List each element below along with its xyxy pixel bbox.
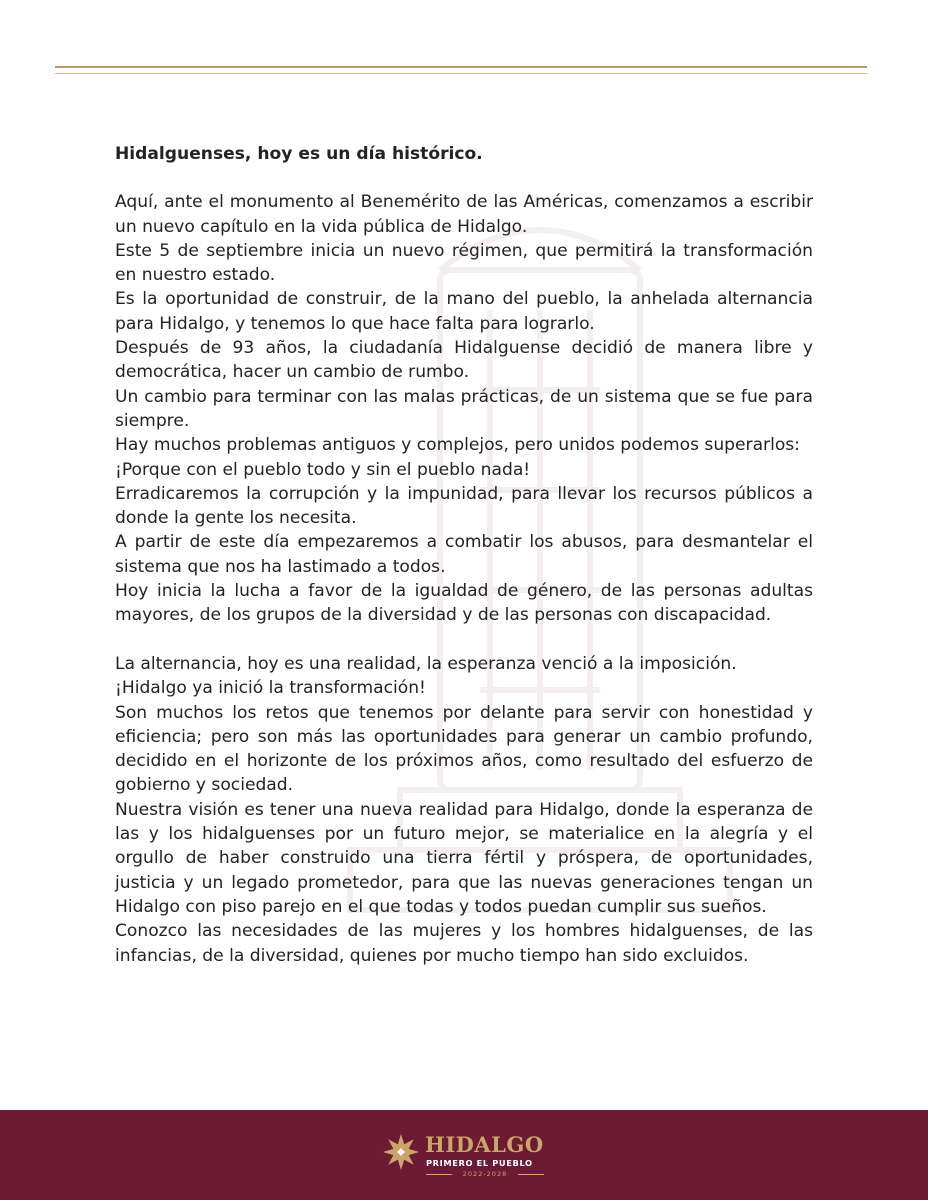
paragraph: A partir de este día empezaremos a combatir los abusos, para desmantelar el sistema que nos ha lastimado a todos. — [115, 532, 813, 577]
paragraph: ¡Porque con el pueblo todo y sin el pueblo nada! — [115, 459, 531, 480]
header-rule-line — [55, 66, 867, 68]
star-icon — [382, 1133, 420, 1171]
paragraph: La alternancia, hoy es una realidad, la esperanza venció a la imposición. — [115, 653, 737, 674]
paragraph: Nuestra visión es tener una nueva realidad para Hidalgo, donde la esperanza de las y los hidalguenses por un futuro mejor, se materialice en la alegría y el orgullo de haber construido una tierra fértil y próspera, de oportunidades, justicia y un legado prometedor, para que las nuevas generaciones tengan un Hidalgo con piso parejo en el que todas y todos puedan cumplir sus sueños. — [115, 799, 813, 917]
paragraph: Es la oportunidad de construir, de la mano del pueblo, la anhelada alternancia para Hidalgo, y tenemos lo que hace falta para lograrlo. — [115, 289, 813, 334]
paragraph: Hoy inicia la lucha a favor de la igualdad de género, de las personas adultas mayores, de los grupos de la diversidad y de las personas con discapacidad. — [115, 581, 813, 626]
header-rule-line-thin — [55, 73, 867, 74]
document-body — [115, 142, 813, 968]
paragraph: Erradicaremos la corrupción y la impunidad, para llevar los recursos públicos a donde la gente los necesita. — [115, 483, 813, 529]
logo-tagline: PRIMERO EL PUEBLO — [426, 1158, 533, 1168]
paragraph: Conozco las necesidades de las mujeres y los hombres hidalguenses, de las infancias, de la diversidad, quienes por mucho tiempo han sido excluidos. — [115, 921, 813, 966]
paragraph: Aquí, ante el monumento al Benemérito de las Américas, comenzamos a escribir un nuevo capítulo en la vida pública de Hidalgo. — [115, 192, 813, 237]
paragraph: Este 5 de septiembre inicia un nuevo régimen, que permitirá la transformación en nuestro estado. — [115, 240, 813, 286]
paragraph: Un cambio para terminar con las malas prácticas, de un sistema que se fue para siempre. — [115, 386, 813, 431]
paragraph: Son muchos los retos que tenemos por delante para servir con honestidad y eficiencia; pero son más las oportunidades para generar un cambio profundo, decidido en el horizonte de los próximos años, como resultado del esfuerzo de gobierno y sociedad. — [115, 702, 813, 796]
paragraph: ¡Hidalgo ya inició la transformación! — [115, 678, 426, 699]
paragraph: Hay muchos problemas antiguos y complejos, pero unidos podemos superarlos: — [115, 435, 800, 456]
paragraph: Después de 93 años, la ciudadanía Hidalguense decidió de manera libre y democrática, hacer un cambio de rumbo. — [115, 338, 813, 383]
logo-years: 2022-2028 — [426, 1170, 544, 1178]
document-title: Hidalguenses, hoy es un día histórico. — [115, 144, 483, 164]
header-rule — [55, 66, 867, 76]
logo-name: HIDALGO — [425, 1132, 544, 1157]
hidalgo-logo — [382, 1131, 552, 1181]
